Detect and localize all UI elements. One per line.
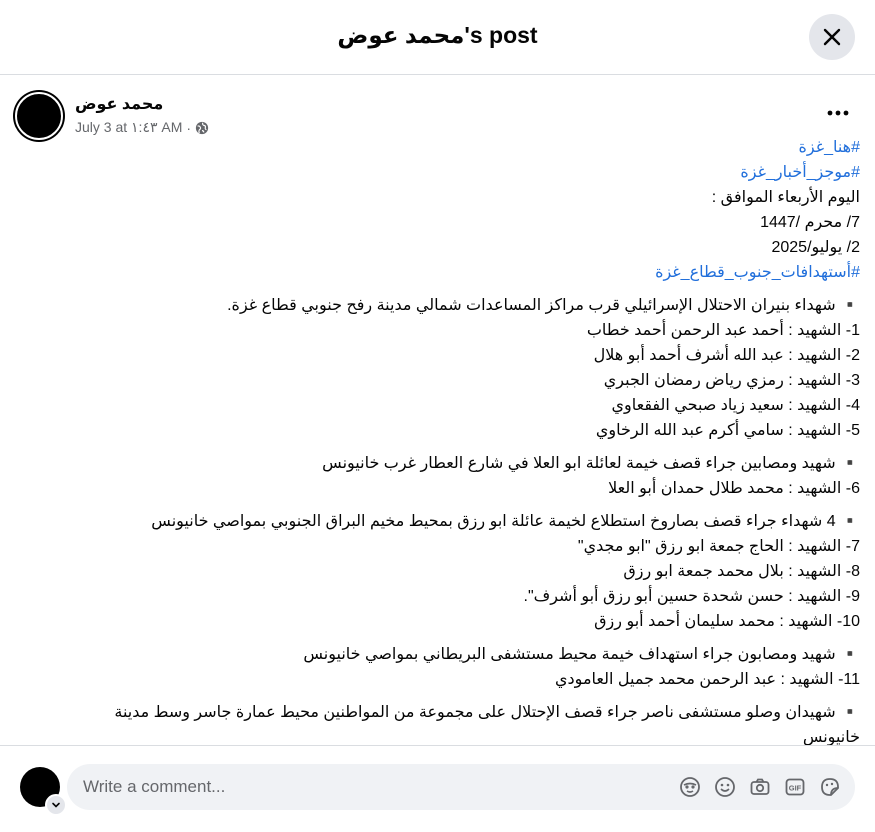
gif-icon[interactable] bbox=[783, 776, 806, 799]
post-text-line: 5- الشهيد : سامي أكرم عبد الله الرخاوي bbox=[595, 422, 860, 439]
post-text-line: ▪️ شهيدان وصلو مستشفى ناصر جراء قصف الإحتلال على مجموعة من المواطنين محيط عمارة جاسر وسط مدينة bbox=[114, 704, 860, 721]
paragraph-gap bbox=[0, 443, 860, 451]
post-text-line: ▪️ شهداء بنيران الاحتلال الإسرائيلي قرب مراكز المساعدات شمالي مدينة رفح جنوبي قطاع غزة. bbox=[227, 297, 860, 314]
post-text-line: 3- الشهيد : رمزي رياض رمضان الجبري bbox=[603, 372, 860, 389]
hashtag-link[interactable]: #موجز_أخبار_غزة bbox=[740, 164, 860, 181]
avatar-sticker-icon[interactable] bbox=[678, 776, 701, 799]
author-name[interactable]: محمد عوض bbox=[75, 96, 164, 113]
close-icon bbox=[822, 27, 842, 47]
hashtag-link[interactable]: #أستهدافات_جنوب_قطاع_غزة bbox=[655, 264, 860, 281]
paragraph-gap bbox=[0, 634, 860, 642]
chevron-down-icon bbox=[51, 800, 61, 810]
paragraph-gap bbox=[0, 692, 860, 700]
post-text-line: 8- الشهيد : بلال محمد جمعة ابو رزق bbox=[623, 563, 860, 580]
post-text-line: 7- الشهيد : الحاج جمعة ابو رزق "ابو مجدي" bbox=[577, 538, 860, 555]
post-text-line: 4- الشهيد : سعيد زياد صبحي الفقعاوي bbox=[611, 397, 860, 414]
post-meta bbox=[75, 119, 209, 136]
hashtag-link[interactable]: #هنا_غزة bbox=[798, 139, 860, 156]
modal-header bbox=[0, 0, 875, 75]
sticker-icon[interactable] bbox=[818, 776, 841, 799]
post-scroll-area[interactable] bbox=[0, 75, 875, 745]
post-date[interactable]: July 3 at ١:٤٣ AM bbox=[75, 119, 183, 135]
post-body bbox=[0, 135, 860, 745]
comment-composer bbox=[0, 745, 875, 832]
camera-icon[interactable] bbox=[748, 776, 771, 799]
post-text-line: 10- الشهيد : محمد سليمان أحمد أبو رزق bbox=[594, 613, 860, 630]
post-text-line: اليوم الأربعاء الموافق : bbox=[711, 189, 860, 206]
post-text-line: خانيونس bbox=[802, 729, 860, 745]
post-text-line: 2/ يوليو/2025 bbox=[771, 239, 860, 256]
emoji-icon[interactable] bbox=[713, 776, 736, 799]
close-button[interactable] bbox=[809, 14, 855, 60]
meta-separator: · bbox=[186, 119, 192, 136]
svg-text:GIF: GIF bbox=[788, 783, 801, 793]
modal-title: محمد عوض's post bbox=[337, 22, 538, 48]
scrollbar[interactable] bbox=[871, 75, 875, 745]
profile-switch-button[interactable] bbox=[45, 794, 67, 816]
post-text-line: ▪️ شهيد ومصابون جراء استهداف خيمة محيط مستشفى البريطاني بمواصي خانيونس bbox=[303, 646, 860, 663]
post-text-line: 7/ محرم /1447 bbox=[760, 214, 860, 231]
post-text-line: ▪️ 4 شهداء جراء قصف بصاروخ استطلاع لخيمة عائلة ابو رزق بمحيط مخيم البراق الجنوبي بمواصي خانيونس bbox=[151, 513, 860, 530]
globe-icon bbox=[195, 121, 209, 135]
post-text-line: 2- الشهيد : عبد الله أشرف أحمد أبو هلال bbox=[593, 347, 860, 364]
post-text-line: 1- الشهيد : أحمد عبد الرحمن أحمد خطاب bbox=[586, 322, 860, 339]
post-text-line: 11- الشهيد : عبد الرحمن محمد جميل العامودي bbox=[555, 671, 860, 688]
paragraph-gap bbox=[0, 501, 860, 509]
post-text-line: ▪️ شهيد ومصابين جراء قصف خيمة لعائلة ابو العلا في شارع العطار غرب خانيونس bbox=[322, 455, 860, 472]
author-avatar[interactable] bbox=[15, 92, 63, 140]
post-text-line: 9- الشهيد : حسن شحدة حسين أبو رزق أبو أشرف". bbox=[523, 588, 860, 605]
more-options-button[interactable] bbox=[823, 103, 853, 123]
more-options-icon bbox=[827, 110, 849, 116]
post-text-line: 6- الشهيد : محمد طلال حمدان أبو العلا bbox=[608, 480, 860, 497]
paragraph-gap bbox=[0, 285, 860, 293]
comment-icons bbox=[678, 774, 841, 800]
